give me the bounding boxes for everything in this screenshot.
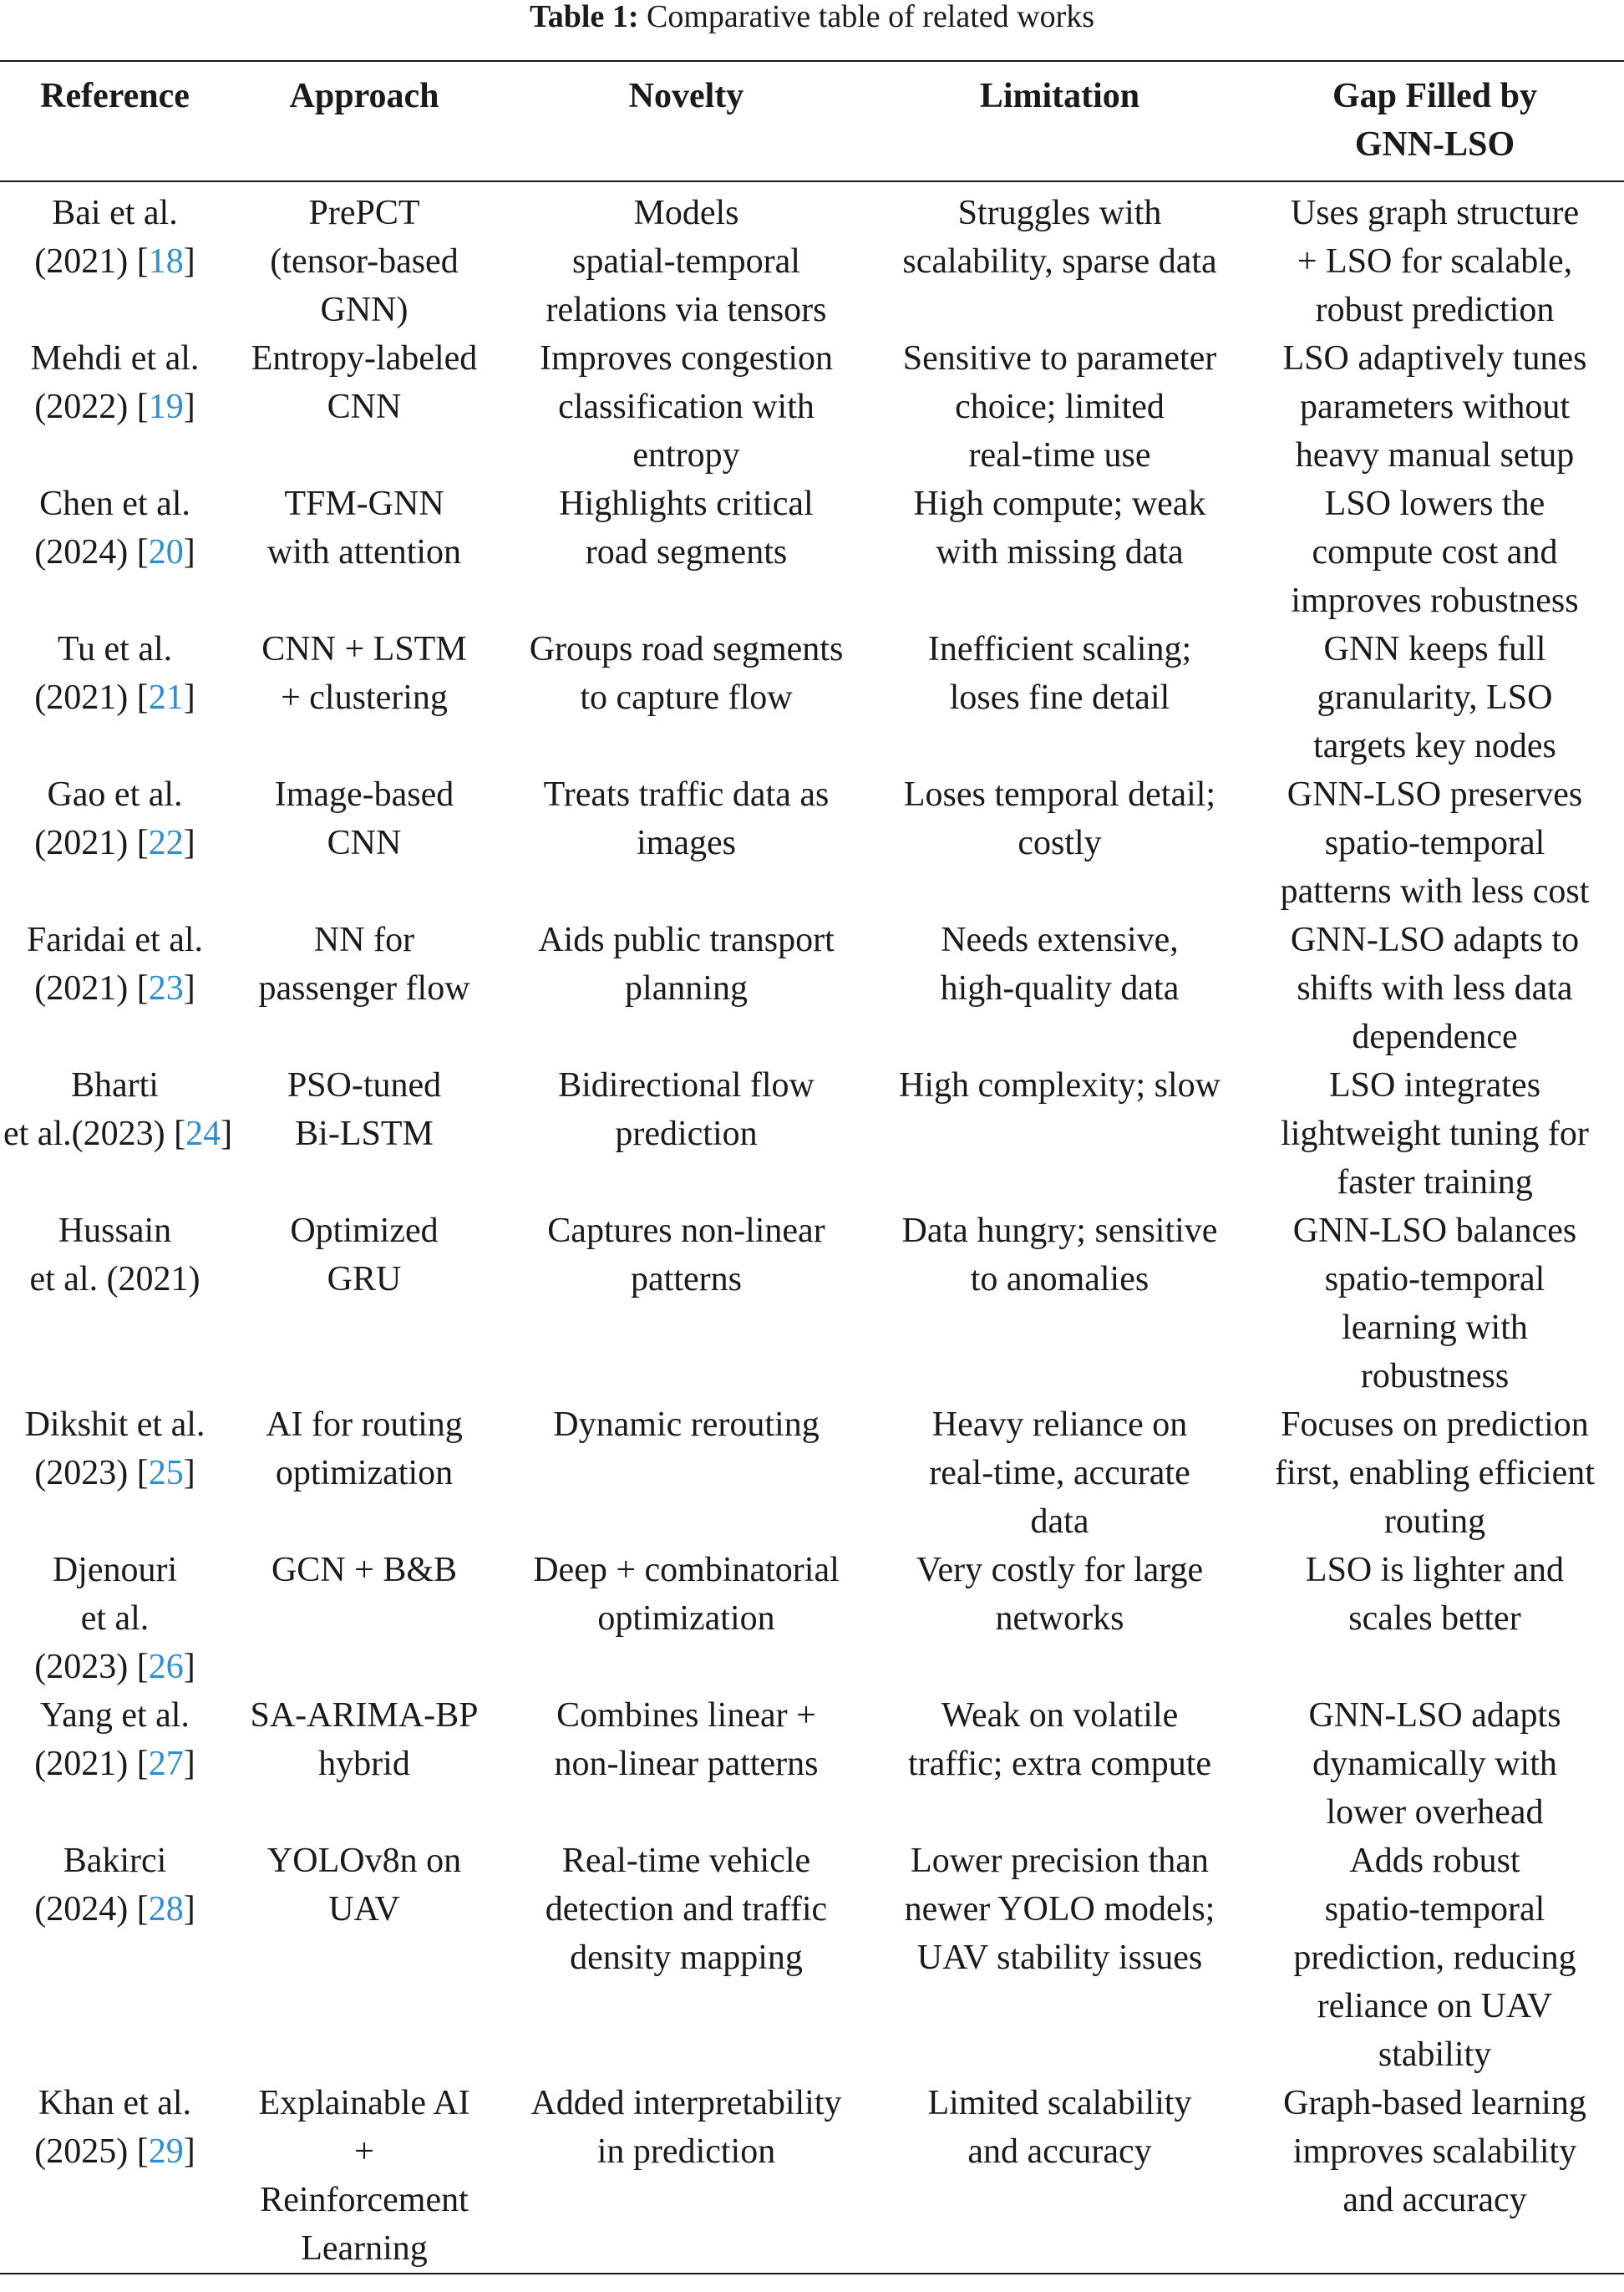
table-row	[0, 1837, 1624, 2079]
cell-limitation: High compute; weak with missing data	[913, 485, 1206, 572]
header-gap-filled: Gap Filled by GNN-LSO	[1332, 77, 1538, 164]
cell-limitation: Lower precision than newer YOLO models; UAV stability issues	[904, 1842, 1215, 1977]
cell-gap-filled: LSO is lighter and scales better	[1305, 1551, 1565, 1638]
cell-novelty: Combines linear + non-linear patterns	[554, 1696, 819, 1783]
cell-limitation: Sensitive to parameter choice; limited real-time use	[902, 339, 1217, 475]
table-row	[0, 1691, 1624, 1837]
table-row	[0, 1400, 1624, 1546]
cell-approach: YOLOv8n on UAV	[266, 1842, 462, 1929]
cell-limitation: Weak on volatile traffic; extra compute	[907, 1696, 1212, 1783]
cell-reference: Tu et al. (2021) [21]	[34, 630, 195, 717]
citation-link[interactable]: 21	[148, 678, 184, 717]
table-row	[0, 625, 1624, 770]
citation-link[interactable]: 24	[185, 1115, 221, 1153]
cell-reference: Hussain et al. (2021)	[29, 1212, 200, 1298]
cell-gap-filled: GNN-LSO adapts to shifts with less data dependence	[1290, 921, 1580, 1056]
cell-novelty: Models spatial-temporal relations via tensors	[546, 194, 827, 329]
citation-link[interactable]: 28	[148, 1890, 184, 1929]
cell-limitation: Inefficient scaling; loses fine detail	[927, 630, 1192, 717]
cell-approach: CNN + LSTM + clustering	[261, 630, 467, 717]
cell-novelty: Captures non-linear patterns	[547, 1212, 825, 1298]
cell-gap-filled: Graph-based learning improves scalability and accuracy	[1283, 2084, 1586, 2219]
cell-approach: PSO-tuned Bi-LSTM	[287, 1066, 442, 1153]
cell-limitation: Needs extensive, high-quality data	[940, 921, 1180, 1008]
cell-reference: Dikshit et al. (2023) [25]	[24, 1405, 206, 1492]
table-row	[0, 480, 1624, 625]
cell-novelty: Improves congestion classification with entropy	[539, 339, 834, 475]
related-works-table	[0, 60, 1624, 2274]
cell-reference: Bai et al. (2021) [18]	[34, 194, 195, 281]
citation-link[interactable]: 25	[148, 1454, 184, 1492]
table-header	[0, 61, 1624, 181]
header-approach: Approach	[289, 77, 439, 115]
cell-approach: SA-ARIMA-BP hybrid	[250, 1696, 479, 1783]
cell-reference: Gao et al. (2021) [22]	[34, 775, 195, 862]
cell-reference: Khan et al. (2025) [29]	[34, 2084, 195, 2171]
citation-link[interactable]: 23	[148, 969, 184, 1008]
table-row	[0, 2079, 1624, 2274]
table-row	[0, 1546, 1624, 1691]
cell-limitation: Data hungry; sensitive to anomalies	[901, 1212, 1218, 1298]
citation-link[interactable]: 22	[148, 824, 184, 862]
table-row	[0, 181, 1624, 334]
cell-approach: Image-based CNN	[274, 775, 454, 862]
header-row	[0, 61, 1624, 181]
citation-link[interactable]: 19	[148, 388, 184, 426]
citation-link[interactable]: 26	[148, 1648, 184, 1686]
cell-reference: Faridai et al. (2021) [23]	[26, 921, 204, 1008]
cell-approach: Optimized GRU	[290, 1212, 439, 1298]
cell-novelty: Dynamic rerouting	[553, 1405, 820, 1444]
cell-reference: Djenouri et al. (2023) [26]	[34, 1551, 195, 1686]
cell-gap-filled: LSO lowers the compute cost and improves robustness	[1291, 485, 1579, 620]
cell-reference: Yang et al. (2021) [27]	[34, 1696, 195, 1783]
cell-gap-filled: LSO adaptively tunes parameters without heavy manual setup	[1282, 339, 1587, 475]
header-limitation: Limitation	[979, 77, 1140, 115]
cell-approach: Entropy-labeled CNN	[251, 339, 478, 426]
table-row	[0, 1061, 1624, 1207]
cell-gap-filled: Uses graph structure + LSO for scalable, robust prediction	[1290, 194, 1580, 329]
cell-novelty: Added interpretability in prediction	[530, 2084, 842, 2171]
cell-approach: Explainable AI + Reinforcement Learning	[258, 2084, 470, 2268]
table-caption-text: Comparative table of related works	[647, 0, 1095, 34]
cell-approach: AI for routing optimization	[266, 1405, 463, 1492]
citation-link[interactable]: 20	[148, 533, 184, 572]
cell-reference: Mehdi et al. (2022) [19]	[30, 339, 200, 426]
cell-novelty: Treats traffic data as images	[543, 775, 830, 862]
citation-link[interactable]: 27	[148, 1745, 184, 1783]
table-row	[0, 1207, 1624, 1400]
cell-gap-filled: Focuses on prediction first, enabling efficient routing	[1275, 1405, 1595, 1541]
citation-link[interactable]: 18	[148, 242, 184, 281]
table-row	[0, 334, 1624, 480]
header-novelty: Novelty	[628, 77, 744, 115]
cell-limitation: Struggles with scalability, sparse data	[902, 194, 1217, 281]
cell-limitation: Very costly for large networks	[916, 1551, 1204, 1638]
cell-novelty: Bidirectional flow prediction	[558, 1066, 815, 1153]
cell-approach: NN for passenger flow	[258, 921, 470, 1008]
cell-approach: PrePCT (tensor-based GNN)	[270, 194, 459, 329]
cell-reference: Bharti et al.(2023) [24]	[3, 1066, 233, 1153]
table-caption-label: Table 1:	[529, 0, 639, 34]
cell-novelty: Highlights critical road segments	[559, 485, 814, 572]
cell-novelty: Aids public transport planning	[538, 921, 835, 1008]
cell-gap-filled: GNN keeps full granularity, LSO targets key nodes	[1313, 630, 1556, 765]
cell-approach: GCN + B&B	[271, 1551, 458, 1589]
cell-limitation: Heavy reliance on real-time, accurate data	[929, 1405, 1190, 1541]
cell-gap-filled: Adds robust spatio-temporal prediction, reducing reliance on UAV stability	[1293, 1842, 1576, 2074]
cell-limitation: High complexity; slow	[899, 1066, 1221, 1105]
cell-approach: TFM-GNN with attention	[266, 485, 462, 572]
cell-limitation: Loses temporal detail; costly	[903, 775, 1216, 862]
cell-novelty: Deep + combinatorial optimization	[533, 1551, 840, 1638]
cell-gap-filled: LSO integrates lightweight tuning for faster training	[1281, 1066, 1589, 1202]
table-caption	[0, 0, 1624, 33]
cell-reference: Chen et al. (2024) [20]	[34, 485, 195, 572]
table-row	[0, 916, 1624, 1061]
table-row	[0, 770, 1624, 916]
header-reference: Reference	[40, 77, 190, 115]
cell-novelty: Groups road segments to capture flow	[529, 630, 844, 717]
citation-link[interactable]: 29	[148, 2132, 184, 2171]
cell-gap-filled: GNN-LSO adapts dynamically with lower overhead	[1308, 1696, 1561, 1832]
cell-limitation: Limited scalability and accuracy	[927, 2084, 1192, 2171]
table-body	[0, 181, 1624, 2274]
cell-reference: Bakirci (2024) [28]	[34, 1842, 195, 1929]
cell-gap-filled: GNN-LSO preserves spatio-temporal patterns with less cost	[1280, 775, 1590, 911]
cell-novelty: Real-time vehicle detection and traffic density mapping	[545, 1842, 828, 1977]
cell-gap-filled: GNN-LSO balances spatio-temporal learning with robustness	[1292, 1212, 1577, 1395]
